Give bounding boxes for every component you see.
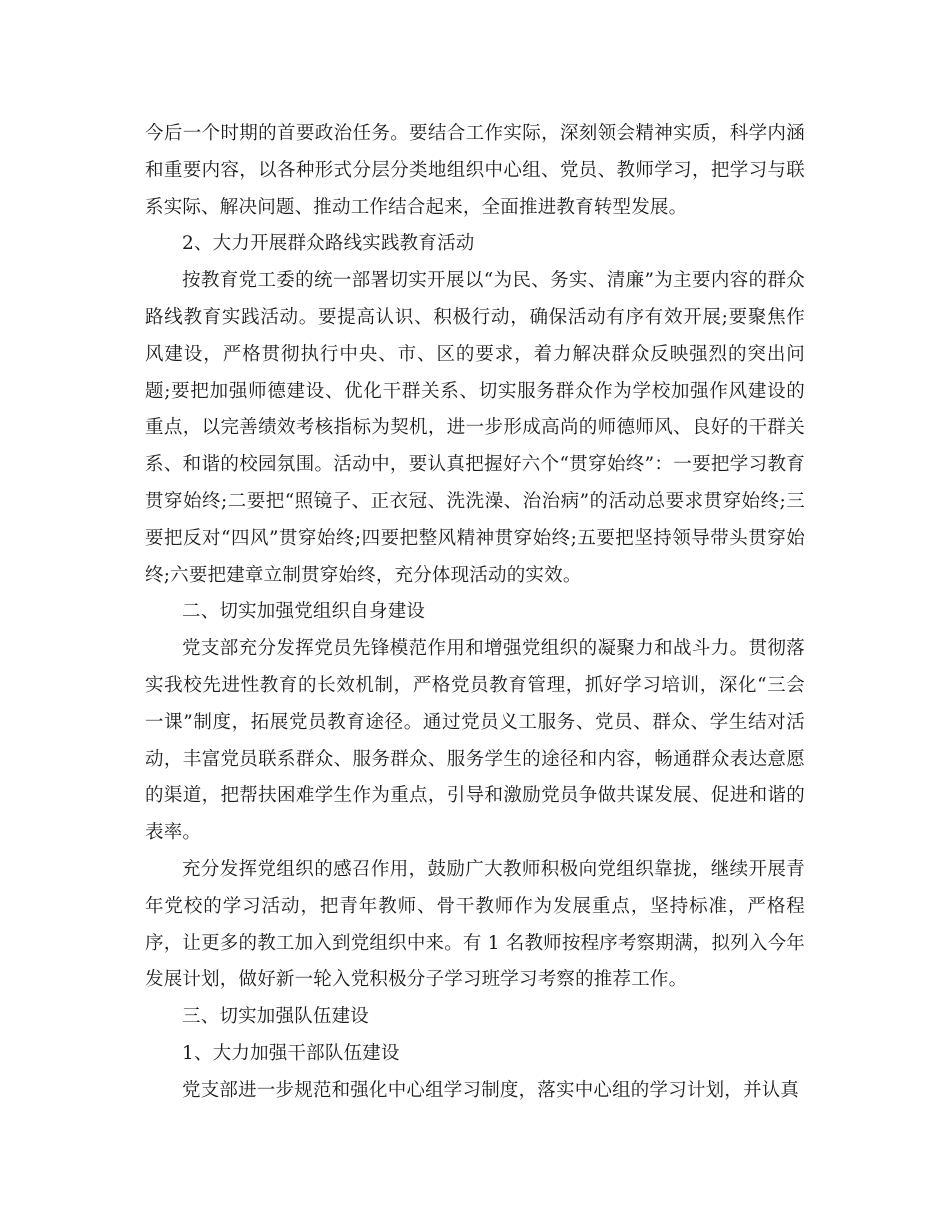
document-body (145, 116, 805, 1110)
paragraph-continuation: 今后一个时期的首要政治任务。要结合工作实际，深刻领会精神实质，科学内涵和重要内容，以各种形式分层分类地组织中心组、党员、教师学习，把学习与联系实际、解决问题、推动工作结合起来，全面推进教育转型发展。 (145, 123, 805, 218)
subheading-mass-line-activity: 2、大力开展群众路线实践教育活动 (182, 233, 475, 255)
paragraph-mass-line-activity: 按教育党工委的统一部署切实开展以“为民、务实、清廉”为主要内容的群众路线教育实践活动。要提高认识、积极行动，确保活动有序有效开展;要聚焦作风建设，严格贯彻执行中央、市、区的要求，着力解决群众反映强烈的突出问题;要把加强师德建设、优化干群关系、切实服务群众作为学校加强作风建设的重点，以完善绩效考核指标为契机，进一步形成高尚的师德师风、良好的干群关系、和谐的校园氛围。活动中，要认真把握好六个“贯穿始终”：一要把学习教育贯穿始终;二要把“照镜子、正衣冠、洗洗澡、治治病”的活动总要求贯穿始终;三要把反对“四风”贯穿始终;四要把整风精神贯穿始终;五要把坚持领导带头贯穿始终;六要把建章立制贯穿始终，充分体现活动的实效。 (145, 270, 805, 586)
paragraph-party-branch: 党支部充分发挥党员先锋模范作用和增强党组织的凝聚力和战斗力。贯彻落实我校先进性教育的长效机制，严格党员教育管理，抓好学习培训，深化“三会一课”制度，拓展党员教育途径。通过党员义工服务、党员、群众、学生结对活动，丰富党员联系群众、服务群众、服务学生的途径和内容，畅通群众表达意愿的渠道，把帮扶困难学生作为重点，引导和激励党员争做共谋发展、促进和谐的表率。 (145, 638, 805, 844)
heading-team-building: 三、切实加强队伍建设 (182, 1006, 370, 1028)
paragraph-study-system: 党支部进一步规范和强化中心组学习制度，落实中心组的学习计划，并认真 (182, 1079, 800, 1101)
subheading-cadre-team: 1、大力加强干部队伍建设 (182, 1042, 400, 1064)
heading-party-organization: 二、切实加强党组织自身建设 (182, 601, 426, 623)
paragraph-party-appeal: 充分发挥党组织的感召作用，鼓励广大教师积极向党组织靠拢，继续开展青年党校的学习活动，把青年教师、骨干教师作为发展重点，坚持标准，严格程序，让更多的教工加入到党组织中来。有 1 名教师按程序考察期满，拟列入今年发展计划，做好新一轮入党积极分子学习班学习考察的推荐工作。 (145, 858, 805, 991)
